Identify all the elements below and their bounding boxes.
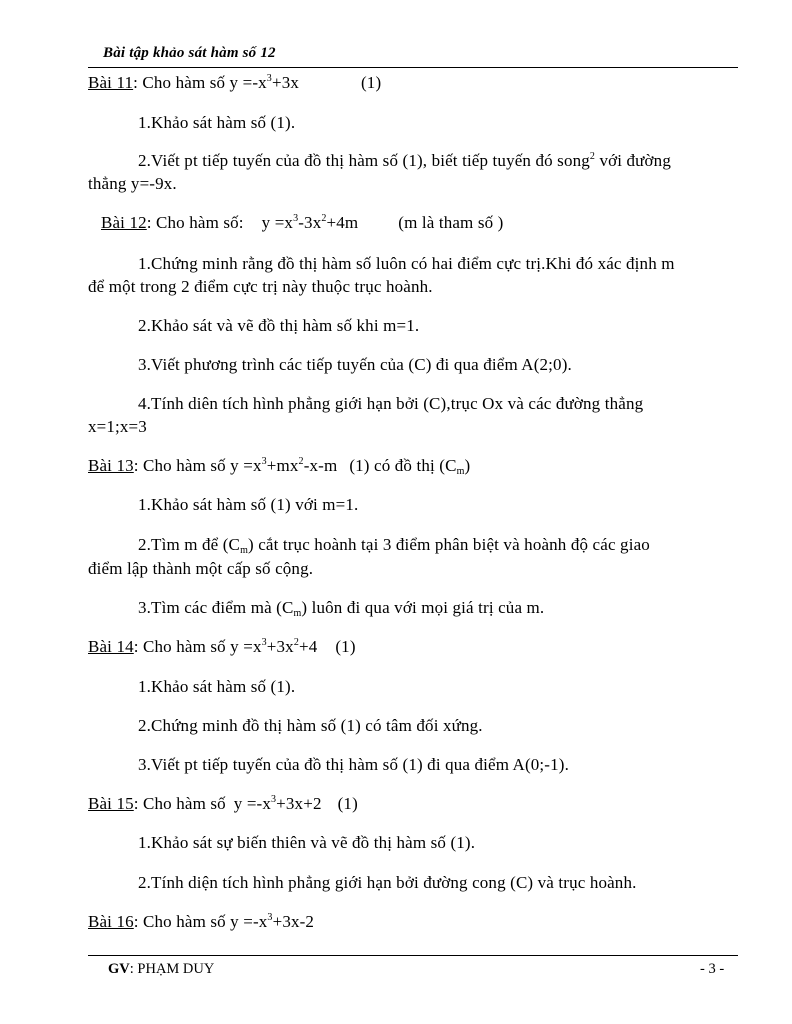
- exercise-12-item-3: 3.Viết phương trình các tiếp tuyến của (C) đi qua điểm A(2;0).: [138, 355, 572, 374]
- exercise-13-item-2: 2.Tìm m để $(C_m)$ cắt trục hoành tại 3 điểm phân biệt và hoành độ các giao: [138, 535, 650, 556]
- exercise-11-item-2-cont: thẳng y=-9x.: [88, 174, 177, 193]
- exercise-11-item-2: 2.Viết pt tiếp tuyến của đồ thị hàm số (1), biết tiếp tuyến đó song$^2$ với đường: [138, 151, 671, 170]
- page-number: - 3 -: [700, 961, 725, 977]
- exercise-title: Bài 15: [88, 794, 134, 813]
- exercise-13-intro: Bài 13: Cho hàm số $y =x^3+mx^2-x-m$ (1) có đồ thị $(C_m)$: [88, 456, 471, 477]
- exercise-15-item-2: 2.Tính diện tích hình phẳng giới hạn bởi đường cong (C) và trục hoành.: [138, 873, 637, 892]
- exercise-12-item-2: 2.Khảo sát và vẽ đồ thị hàm số khi m=1.: [138, 316, 420, 335]
- exercise-13-item-2-cont: điểm lập thành một cấp số cộng.: [88, 559, 314, 578]
- exercise-13-item-3: 3.Tìm các điểm mà $(C_m)$ luôn đi qua với mọi giá trị của m.: [138, 598, 545, 619]
- exercise-14-item-1: 1.Khảo sát hàm số (1).: [138, 677, 296, 696]
- exercise-16-intro: Bài 16: Cho hàm số $y =-x^3+3x-2$: [88, 912, 315, 931]
- exercise-12-item-1-cont: để một trong 2 điểm cực trị này thuộc trục hoành.: [88, 277, 433, 296]
- exercise-title: Bài 12: [101, 213, 147, 232]
- exercise-11-intro: Bài 11: Cho hàm số $y =-x^3+3x$ (1): [88, 73, 382, 92]
- header-title: Bài tập khảo sát hàm số 12: [103, 45, 276, 61]
- exercise-title: Bài 14: [88, 637, 134, 656]
- header-rule: [88, 67, 738, 68]
- exercise-13-item-1: 1.Khảo sát hàm số (1) với m=1.: [138, 495, 359, 514]
- exercise-14-item-3: 3.Viết pt tiếp tuyến của đồ thị hàm số (1) đi qua điểm A(0;-1).: [138, 755, 569, 774]
- exercise-11-item-1: 1.Khảo sát hàm số (1).: [138, 113, 296, 132]
- exercise-title: Bài 13: [88, 456, 134, 475]
- footer-rule: [88, 955, 738, 956]
- exercise-title: Bài 16: [88, 912, 134, 931]
- exercise-15-item-1: 1.Khảo sát sự biến thiên và vẽ đồ thị hàm số (1).: [138, 833, 476, 852]
- exercise-12-item-1: 1.Chứng minh rằng đồ thị hàm số luôn có hai điểm cực trị.Khi đó xác định m: [138, 254, 675, 273]
- exercise-14-item-2: 2.Chứng minh đồ thị hàm số (1) có tâm đối xứng.: [138, 716, 483, 735]
- exercise-12-item-4: 4.Tính diên tích hình phẳng giới hạn bởi (C),trục Ox và các đường thẳng: [138, 394, 644, 413]
- exercise-12-item-4-cont: x=1;x=3: [88, 417, 147, 436]
- exercise-12-intro: Bài 12: Cho hàm số: $y =x^3-3x^2+4m$ (m là tham số ): [101, 213, 504, 232]
- footer-author: GV: PHẠM DUY: [108, 961, 215, 977]
- exercise-15-intro: Bài 15: Cho hàm số $y =-x^3+3x+2$ (1): [88, 794, 358, 813]
- exercise-title: Bài 11: [88, 73, 134, 92]
- exercise-14-intro: Bài 14: Cho hàm số $y =x^3+3x^2+4$ (1): [88, 637, 356, 656]
